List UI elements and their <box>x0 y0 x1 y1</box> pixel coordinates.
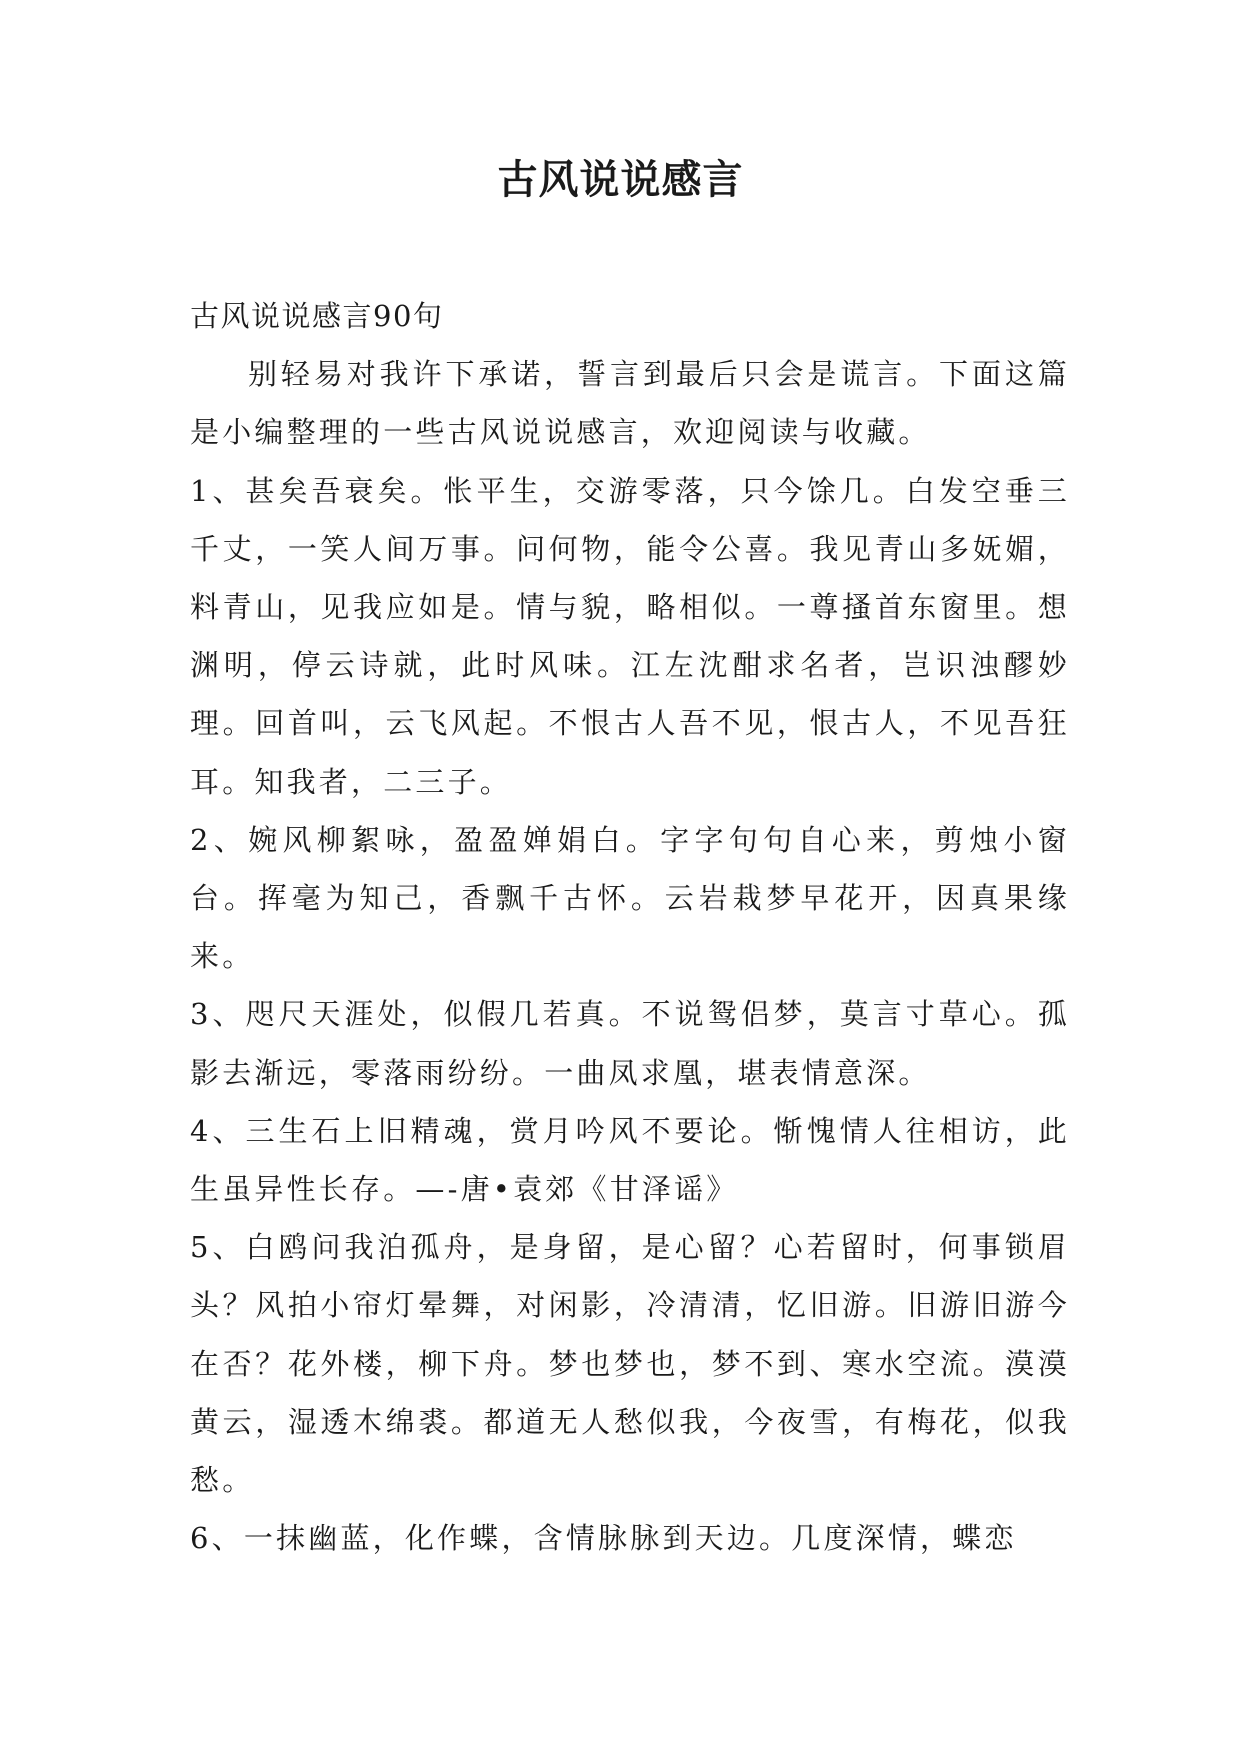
intro-paragraph: 别轻易对我许下承诺，誓言到最后只会是谎言。下面这篇是小编整理的一些古风说说感言，欢迎阅读与收藏。 <box>190 357 1070 450</box>
document-body <box>190 287 1070 1567</box>
document-subtitle: 古风说说感言90句 <box>190 299 444 333</box>
list-item: 2、婉风柳絮咏，盈盈婵娟白。字字句句自心来，剪烛小窗台。挥毫为知己，香飘千古怀。云岩栽梦早花开，因真果缘来。 <box>190 822 1070 974</box>
list-item: 6、一抹幽蓝，化作蝶，含情脉脉到天边。几度深情，蝶恋 <box>190 1521 1017 1556</box>
list-item: 5、白鸥问我泊孤舟，是身留，是心留？心若留时，何事锁眉头？风拍小帘灯晕舞，对闲影，冷清清，忆旧游。旧游旧游今在否？花外楼，柳下舟。梦也梦也，梦不到、寒水空流。漠漠黄云，湿透木绵裘。都道无人愁似我，今夜雪，有梅花，似我愁。 <box>190 1230 1070 1498</box>
list-item: 4、三生石上旧精魂，赏月吟风不要论。惭愧情人往相访，此生虽异性长存。—-唐•袁郊《甘泽谣》 <box>190 1113 1070 1207</box>
document-title: 古风说说感言 <box>497 156 744 203</box>
list-item: 3、咫尺天涯处，似假几若真。不说鸳侣梦，莫言寸草心。孤影去渐远，零落雨纷纷。一曲凤求凰，堪表情意深。 <box>190 997 1070 1090</box>
list-item: 1、甚矣吾衰矣。怅平生，交游零落，只今馀几。白发空垂三千丈，一笑人间万事。问何物，能令公喜。我见青山多妩媚，料青山，见我应如是。情与貌，略相似。一尊搔首东窗里。想渊明，停云诗就，此时风味。江左沈酣求名者，岂识浊醪妙理。回首叫，云飞风起。不恨古人吾不见，恨古人，不见吾狂耳。知我者，二三子。 <box>190 473 1070 799</box>
